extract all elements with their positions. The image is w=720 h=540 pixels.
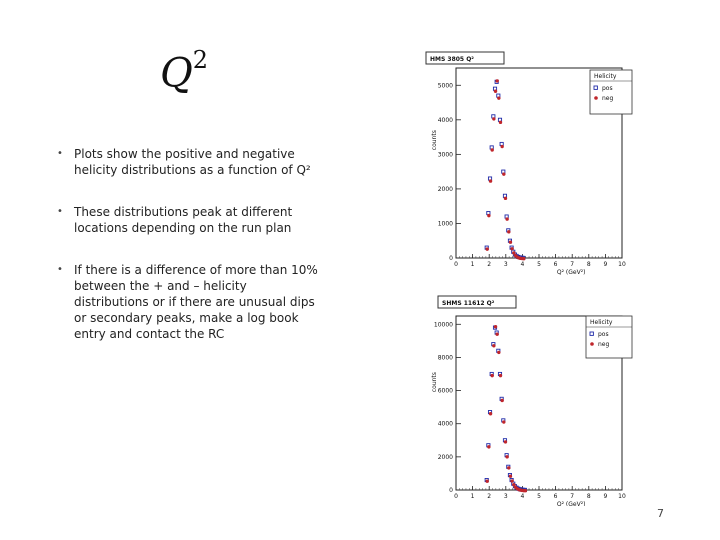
shms-q2-chart	[422, 294, 634, 506]
y-axis-label: counts	[431, 372, 438, 393]
x-axis-label: Q² (GeV²)	[556, 501, 586, 506]
data-point	[487, 445, 490, 448]
data-point	[524, 489, 527, 492]
data-point	[509, 241, 512, 244]
y-tick-label: 4000	[437, 116, 453, 124]
chart-title: SHMS 11612 Q²	[442, 300, 495, 307]
legend-title: Helicity	[594, 73, 617, 80]
y-tick-label: 4000	[437, 420, 453, 428]
data-point	[507, 466, 510, 469]
x-tick-label: 2	[487, 261, 492, 268]
legend-marker	[590, 342, 594, 346]
x-tick-label: 8	[586, 261, 591, 268]
slide-title-superscript: 2	[192, 46, 209, 74]
data-point	[505, 455, 508, 458]
data-point	[502, 420, 505, 423]
legend-entry: neg	[602, 95, 614, 102]
data-point	[522, 257, 525, 260]
y-tick-label: 6000	[437, 387, 453, 395]
y-tick-label: 10000	[433, 321, 453, 329]
data-point	[509, 475, 512, 478]
x-tick-label: 10	[618, 493, 626, 500]
data-point	[495, 333, 498, 336]
y-tick-label: 8000	[437, 354, 453, 362]
data-point	[497, 96, 500, 99]
bullet-item: • Plots show the positive and negative helicity distributions as a function of Q²	[54, 146, 324, 178]
data-point	[499, 374, 502, 377]
data-point	[505, 217, 508, 220]
data-point	[510, 247, 513, 250]
y-tick-label: 2000	[437, 185, 453, 193]
x-tick-label: 4	[520, 261, 525, 268]
y-tick-label: 3000	[437, 151, 453, 159]
data-point	[500, 145, 503, 148]
data-point	[502, 172, 505, 175]
data-point	[494, 90, 497, 93]
data-point	[492, 344, 495, 347]
x-tick-label: 5	[537, 261, 541, 268]
x-tick-label: 1	[470, 493, 475, 500]
legend-entry: pos	[598, 331, 609, 338]
x-tick-label: 3	[503, 261, 508, 268]
slide-title-text: Q	[160, 50, 193, 97]
hms-q2-chart	[422, 48, 634, 276]
data-point	[486, 479, 489, 482]
data-point	[510, 479, 513, 482]
x-tick-label: 7	[570, 261, 575, 268]
x-tick-label: 9	[603, 261, 608, 268]
x-tick-label: 10	[618, 261, 626, 268]
y-axis-label: counts	[431, 130, 438, 151]
y-tick-label: 1000	[437, 220, 453, 228]
chart-svg	[422, 294, 634, 506]
x-tick-label: 1	[470, 261, 475, 268]
x-tick-label: 0	[454, 493, 458, 500]
x-tick-label: 3	[503, 493, 508, 500]
y-tick-label: 0	[449, 255, 453, 262]
data-point	[507, 230, 510, 233]
data-point	[499, 121, 502, 124]
data-point	[487, 214, 490, 217]
data-point	[489, 179, 492, 182]
data-point	[490, 374, 493, 377]
legend-entry: neg	[598, 341, 610, 348]
chart-title: HMS 3805 Q²	[430, 56, 474, 63]
x-tick-label: 4	[520, 493, 525, 500]
data-point	[497, 351, 500, 354]
data-point	[494, 325, 497, 328]
legend-title: Helicity	[590, 319, 613, 326]
bullet-item: • These distributions peak at different locations depending on the run plan	[54, 204, 324, 236]
x-tick-label: 5	[537, 493, 541, 500]
x-tick-label: 8	[586, 493, 591, 500]
bullet-list	[54, 146, 324, 368]
x-tick-label: 0	[454, 261, 458, 268]
x-tick-label: 7	[570, 493, 575, 500]
data-point	[489, 412, 492, 415]
data-point	[504, 197, 507, 200]
y-tick-label: 2000	[437, 453, 453, 461]
data-point	[492, 117, 495, 120]
data-point	[490, 148, 493, 151]
x-axis-label: Q² (GeV²)	[556, 269, 586, 276]
data-point	[495, 79, 498, 82]
x-tick-label: 2	[487, 493, 492, 500]
slide-title	[160, 46, 209, 97]
legend-marker	[594, 96, 598, 100]
data-point	[504, 440, 507, 443]
legend-entry: pos	[602, 85, 613, 92]
page-number: 7	[657, 507, 664, 520]
y-tick-label: 5000	[437, 82, 453, 90]
bullet-item: • If there is a difference of more than 10% between the + and – helicity distributions or if there are unusual dips or secondary peaks, make a log book entry and contact the RC	[54, 262, 324, 342]
y-tick-label: 0	[449, 487, 453, 494]
x-tick-label: 9	[603, 493, 608, 500]
chart-svg	[422, 48, 634, 276]
x-tick-label: 6	[553, 493, 558, 500]
data-point	[486, 247, 489, 250]
x-tick-label: 6	[553, 261, 558, 268]
data-point	[500, 399, 503, 402]
